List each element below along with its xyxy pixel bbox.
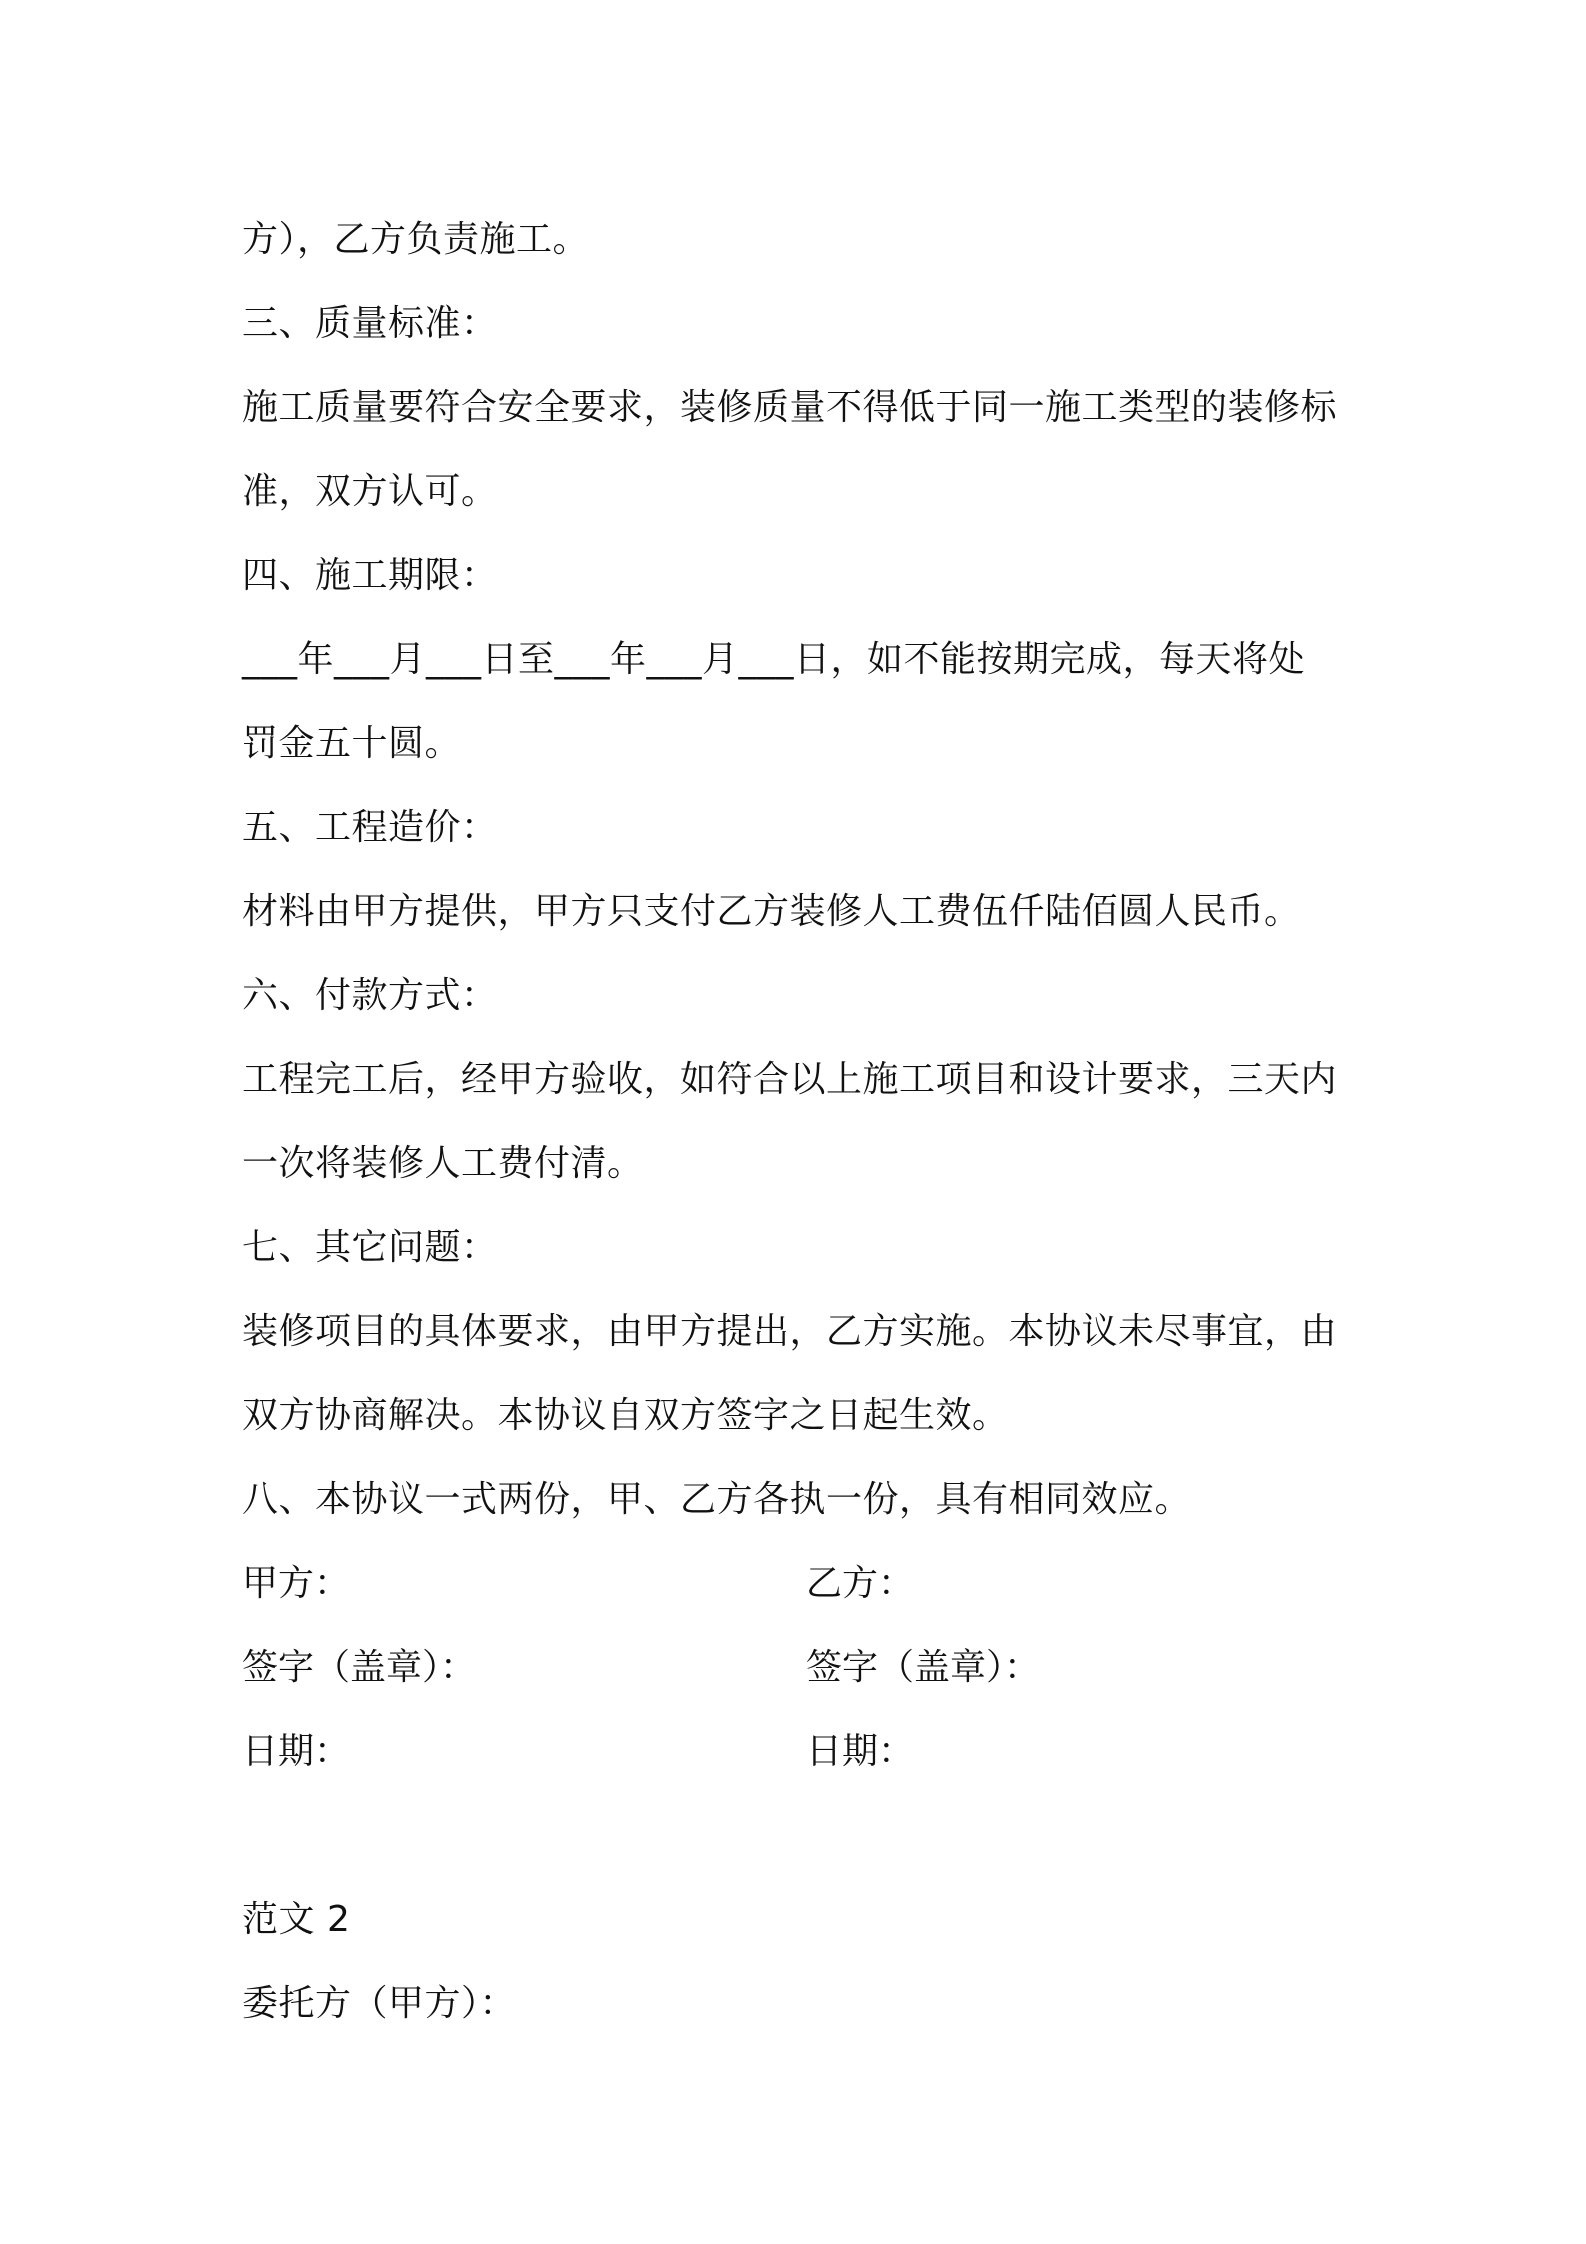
sample-2-title: 范文 2 [242, 1899, 351, 1940]
text-line: 罚金五十圆。 [242, 723, 462, 764]
section-heading-period: 四、施工期限： [242, 555, 498, 596]
party-a-sign-label: 签字（盖章）： [242, 1647, 477, 1688]
party-a-date-label: 日期： [242, 1731, 351, 1772]
section-heading-cost: 五、工程造价： [242, 807, 498, 848]
text-line: 装修项目的具体要求，由甲方提出，乙方实施。本协议未尽事宜，由 [242, 1311, 1338, 1352]
section-heading-payment: 六、付款方式： [242, 975, 498, 1016]
party-a-label: 甲方： [242, 1563, 351, 1604]
document-body [242, 198, 1362, 2046]
signature-sign-row [242, 1626, 1362, 1710]
signature-party-row [242, 1542, 1362, 1626]
text-line: 准，双方认可。 [242, 471, 498, 512]
text-line: ___年___月___日至___年___月___日，如不能按期完成，每天将处 [242, 639, 1306, 680]
signature-date-row [242, 1710, 1362, 1794]
text-line: 方），乙方负责施工。 [242, 219, 590, 260]
client-party-label: 委托方（甲方）： [242, 1983, 517, 2024]
text-line: 双方协商解决。本协议自双方签字之日起生效。 [242, 1395, 1009, 1436]
text-line: 材料由甲方提供，甲方只支付乙方装修人工费伍仟陆佰圆人民币。 [242, 891, 1301, 932]
section-heading-other: 七、其它问题： [242, 1227, 498, 1268]
text-line: 施工质量要符合安全要求，装修质量不得低于同一施工类型的装修标 [242, 387, 1338, 428]
text-line: 一次将装修人工费付清。 [242, 1143, 644, 1184]
party-b-sign-label: 签字（盖章）： [806, 1647, 1041, 1688]
party-b-label: 乙方： [806, 1563, 915, 1604]
spacer [242, 1794, 1362, 1878]
text-line: 工程完工后，经甲方验收，如符合以上施工项目和设计要求，三天内 [242, 1059, 1338, 1100]
section-copies: 八、本协议一式两份，甲、乙方各执一份，具有相同效应。 [242, 1479, 1192, 1520]
section-heading-quality: 三、质量标准： [242, 303, 498, 344]
party-b-date-label: 日期： [806, 1731, 915, 1772]
